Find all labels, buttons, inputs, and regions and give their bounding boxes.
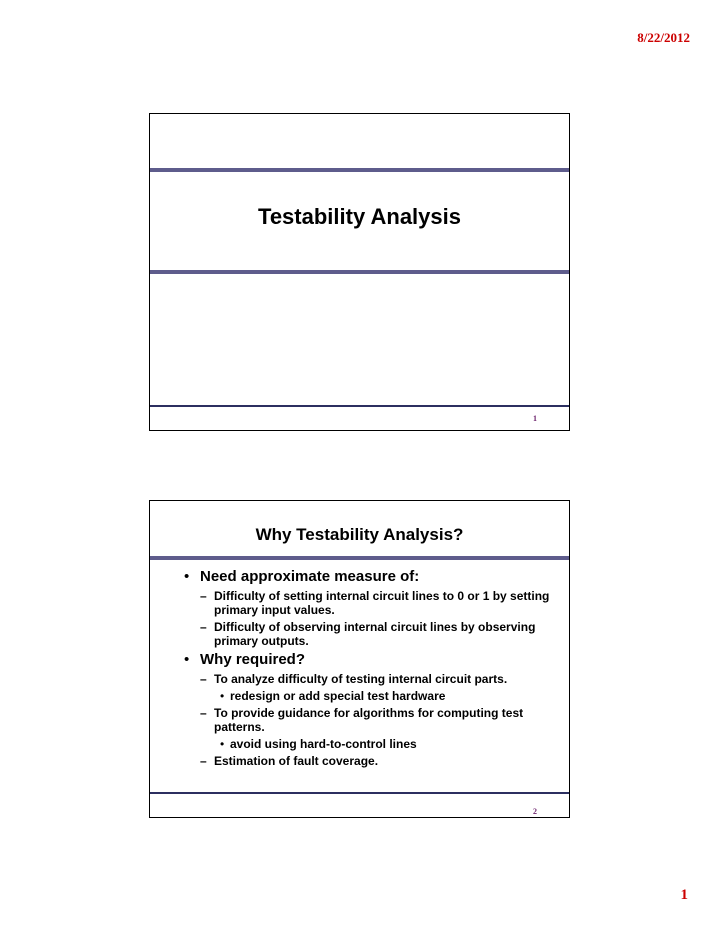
slide-title-bottom-rule	[150, 556, 569, 560]
slide-title: Testability Analysis	[258, 204, 461, 229]
bullet-item: • Need approximate measure of:	[182, 568, 559, 586]
slide-title: Why Testability Analysis?	[255, 525, 464, 544]
slide-1	[149, 113, 570, 431]
slide-title-top-rule	[150, 168, 569, 172]
sub-bullet-item: – Difficulty of setting internal circuit lines to 0 or 1 by setting primary input values.	[200, 589, 559, 617]
sub-bullet-item: – Estimation of fault coverage.	[200, 754, 559, 768]
slide-footer-rule	[150, 405, 569, 407]
sub-bullet-item: – To analyze difficulty of testing internal circuit parts.	[200, 672, 559, 686]
page-number: 1	[680, 887, 688, 903]
slide-number: 1	[533, 414, 537, 423]
bullet-item: • Why required?	[182, 651, 559, 669]
slide-number: 2	[533, 807, 537, 816]
slide-title-bottom-rule	[150, 270, 569, 274]
header-date: 8/22/2012	[637, 30, 690, 45]
slide-2	[149, 500, 570, 818]
sub-bullet-item: – Difficulty of observing internal circuit lines by observing primary outputs.	[200, 620, 559, 648]
sub-sub-bullet-item: • avoid using hard-to-control lines	[220, 737, 559, 751]
slide-footer-rule	[150, 792, 569, 794]
bullet-list	[182, 567, 559, 768]
sub-sub-bullet-item: • redesign or add special test hardware	[220, 689, 559, 703]
sub-bullet-item: – To provide guidance for algorithms for computing test patterns.	[200, 706, 559, 734]
